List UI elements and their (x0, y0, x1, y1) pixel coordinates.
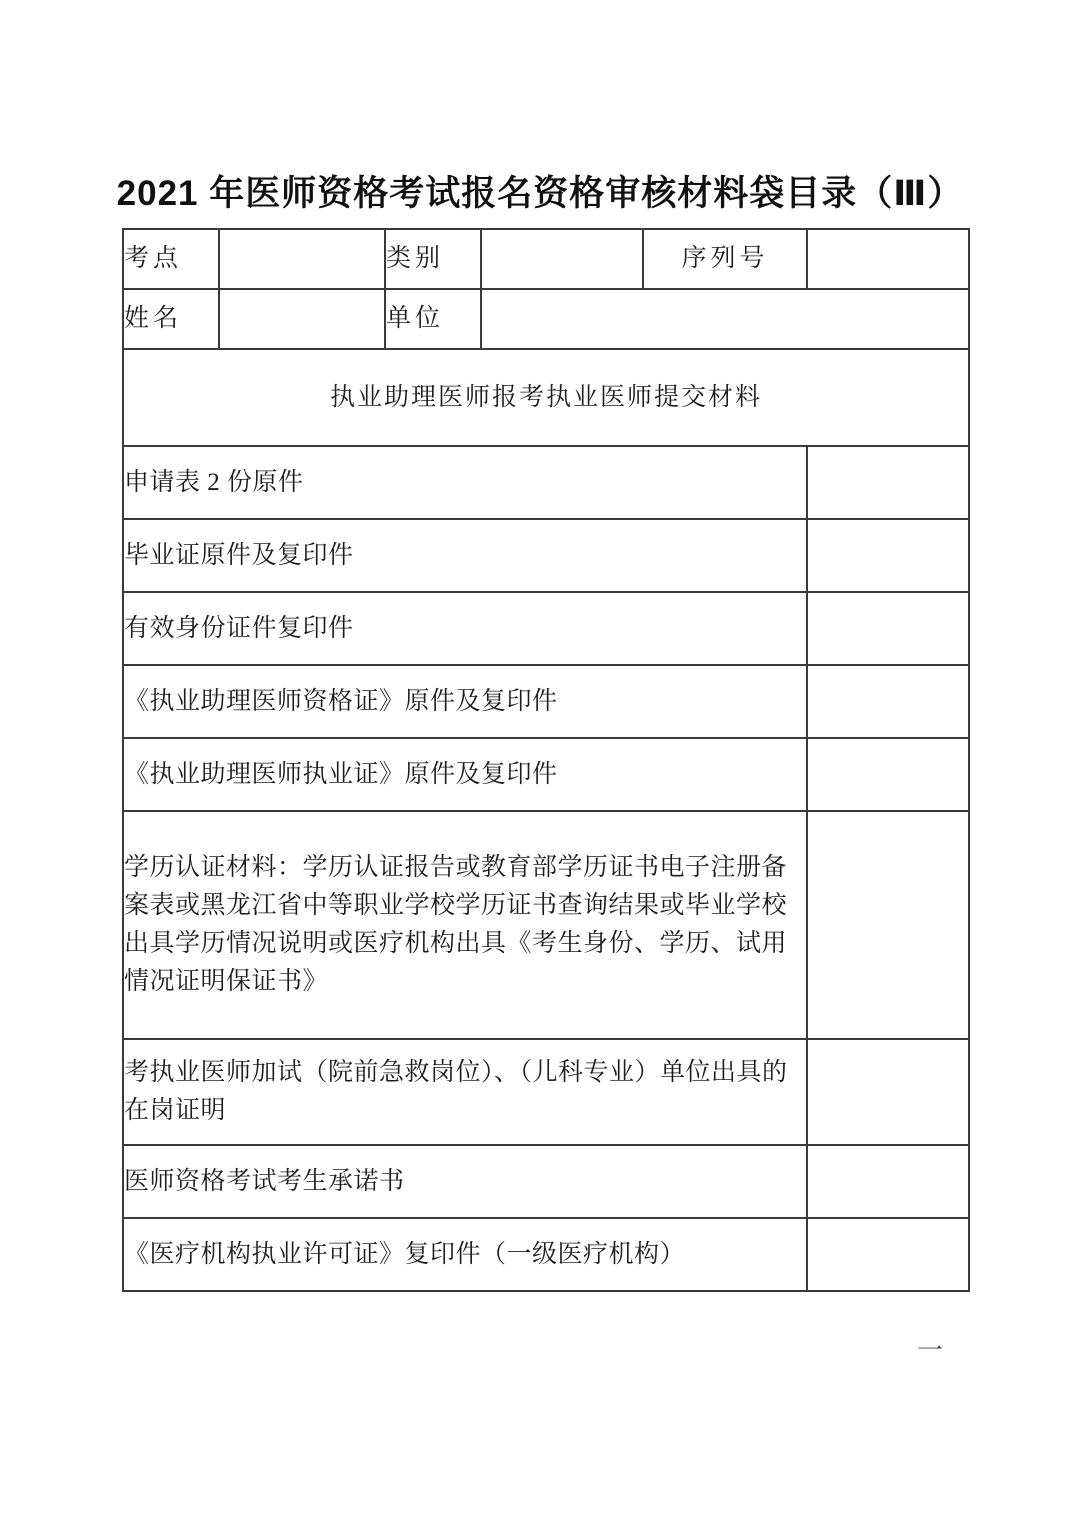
material-item-checkbox[interactable] (807, 592, 969, 665)
material-item-checkbox[interactable] (807, 1218, 969, 1291)
name-value-field[interactable] (219, 289, 385, 349)
page-title: 2021 年医师资格考试报名资格审核材料袋目录（Ⅲ） (116, 174, 964, 213)
material-item-label: 考执业医师加试（院前急救岗位）、（儿科专业）单位出具的在岗证明 (123, 1039, 807, 1145)
section-heading: 执业助理医师报考执业医师提交材料 (123, 349, 969, 446)
material-item-label: 申请表 2 份原件 (123, 446, 807, 519)
table-row (123, 738, 969, 811)
material-item-label: 《执业助理医师执业证》原件及复印件 (123, 738, 807, 811)
material-item-checkbox[interactable] (807, 665, 969, 738)
name-label: 姓名 (123, 289, 219, 349)
table-row (123, 1039, 969, 1145)
table-row (123, 592, 969, 665)
page-number-marker: 一 (916, 1336, 943, 1365)
material-item-label: 学历认证材料：学历认证报告或教育部学历证书电子注册备案表或黑龙江省中等职业学校学历证书查询结果或毕业学校出具学历情况说明或医疗机构出具《考生身份、学历、试用情况证明保证书》 (123, 811, 807, 1039)
material-item-label: 《执业助理医师资格证》原件及复印件 (123, 665, 807, 738)
table-body (123, 229, 969, 1291)
exam-site-value-field[interactable] (219, 229, 385, 289)
material-item-checkbox[interactable] (807, 811, 969, 1039)
material-item-label: 毕业证原件及复印件 (123, 519, 807, 592)
category-label: 类别 (385, 229, 481, 289)
table-row-header-1 (123, 229, 969, 289)
category-value-field[interactable] (481, 229, 643, 289)
table-row-header-2 (123, 289, 969, 349)
materials-checklist-table (122, 228, 970, 1292)
table-row (123, 1145, 969, 1218)
material-item-checkbox[interactable] (807, 446, 969, 519)
table-row (123, 665, 969, 738)
serial-number-label: 序列号 (643, 229, 807, 289)
material-item-label: 医师资格考试考生承诺书 (123, 1145, 807, 1218)
table-row (123, 811, 969, 1039)
material-item-label: 《医疗机构执业许可证》复印件（一级医疗机构） (123, 1218, 807, 1291)
material-item-label: 有效身份证件复印件 (123, 592, 807, 665)
material-item-checkbox[interactable] (807, 1039, 969, 1145)
unit-value-field[interactable] (481, 289, 969, 349)
table-row-section-heading (123, 349, 969, 446)
table-row (123, 519, 969, 592)
material-item-checkbox[interactable] (807, 519, 969, 592)
serial-number-value-field[interactable] (807, 229, 969, 289)
table-row (123, 1218, 969, 1291)
exam-site-label: 考点 (123, 229, 219, 289)
material-item-checkbox[interactable] (807, 738, 969, 811)
material-item-checkbox[interactable] (807, 1145, 969, 1218)
table-row (123, 446, 969, 519)
unit-label: 单位 (385, 289, 481, 349)
